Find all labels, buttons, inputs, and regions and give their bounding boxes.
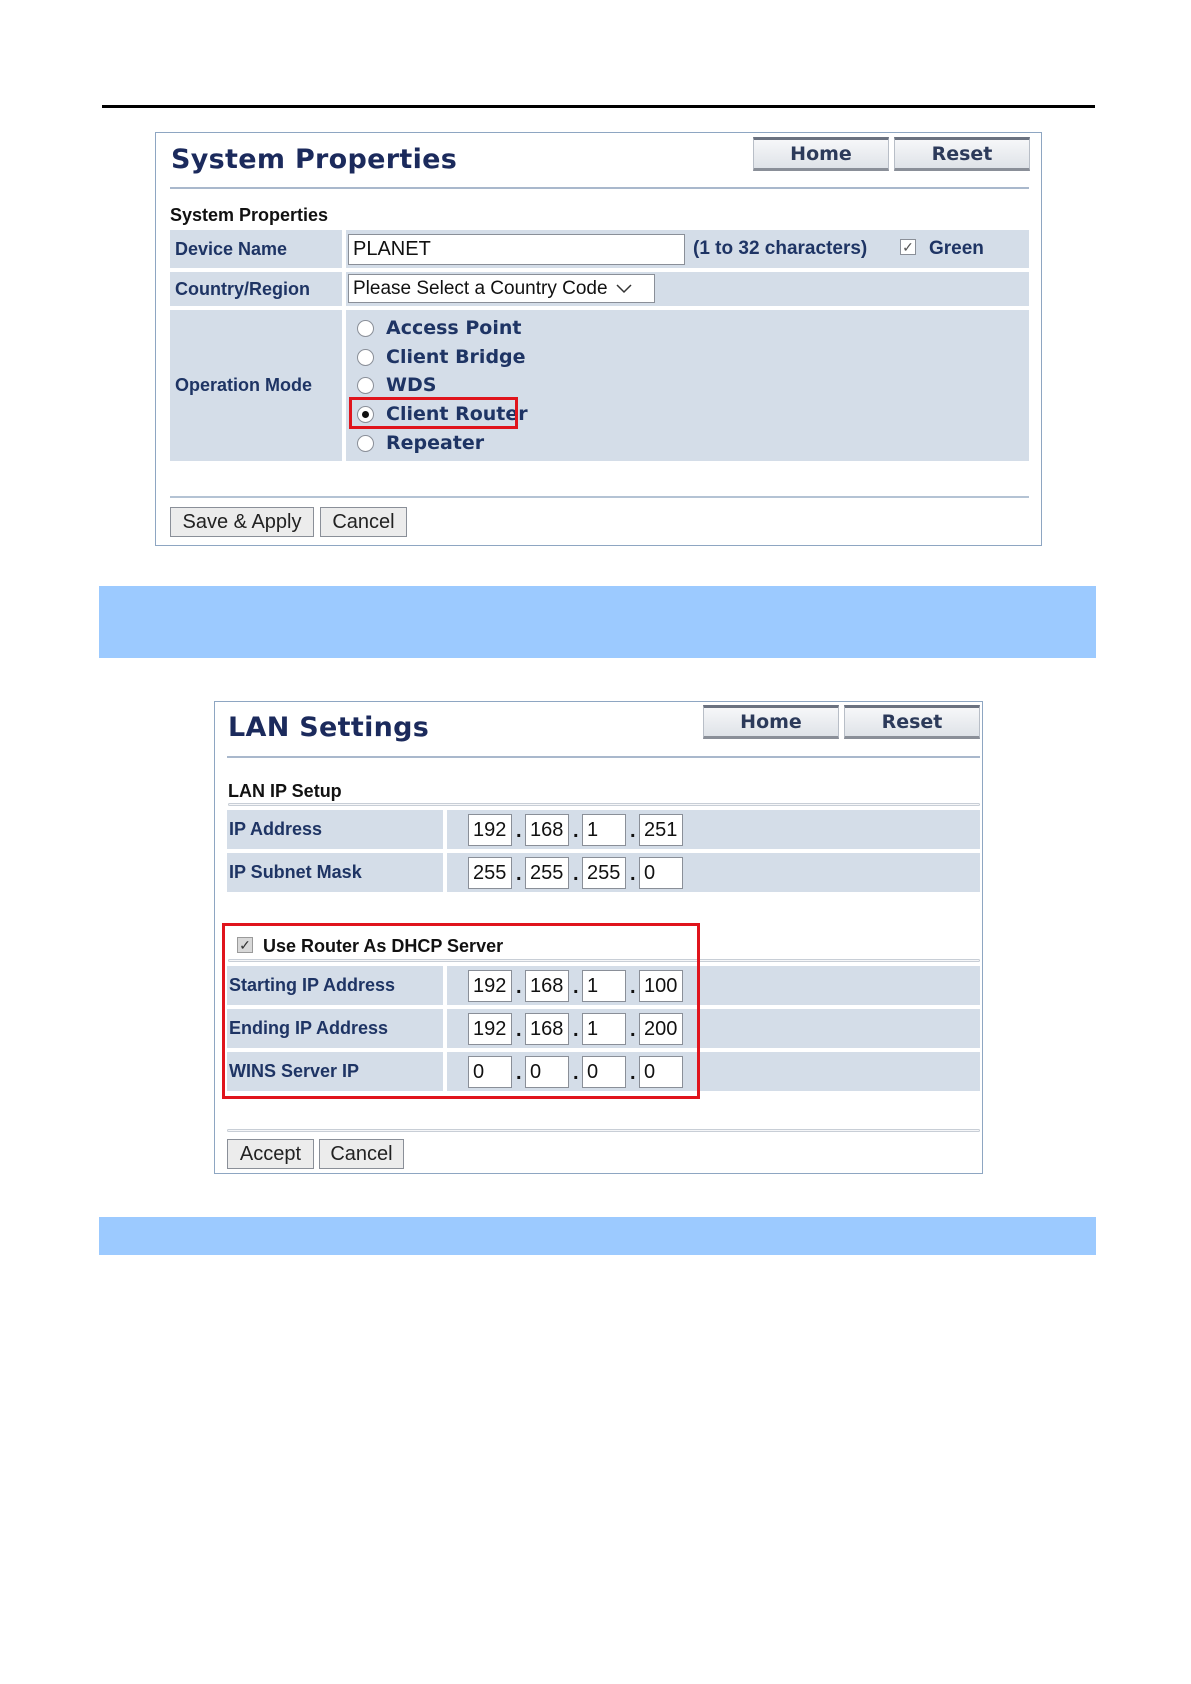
mask-octet-1[interactable]: 255: [468, 857, 512, 889]
wins-octet-2[interactable]: 0: [525, 1056, 569, 1088]
device-name-input[interactable]: PLANET: [348, 234, 685, 265]
save-apply-button[interactable]: Save & Apply: [170, 507, 314, 537]
end-ip-octet-2[interactable]: 168: [525, 1013, 569, 1045]
subnet-mask-label: IP Subnet Mask: [227, 853, 443, 892]
ip-octet-4[interactable]: 251: [639, 814, 683, 846]
checkbox-icon[interactable]: ✓: [900, 239, 916, 255]
home-button[interactable]: Home: [753, 137, 889, 171]
radio-icon: [357, 349, 374, 366]
octet-separator: .: [630, 1019, 636, 1041]
radio-access-point[interactable]: [357, 317, 521, 339]
radio-wds[interactable]: [357, 374, 436, 396]
reset-button[interactable]: Reset: [844, 705, 980, 739]
octet-separator: .: [630, 820, 636, 842]
reset-button[interactable]: Reset: [894, 137, 1030, 171]
system-properties-panel: [155, 132, 1042, 546]
page-title: LAN Settings: [228, 712, 430, 743]
octet-separator: .: [573, 820, 579, 842]
octet-separator: .: [573, 976, 579, 998]
country-select-value: Please Select a Country Code: [353, 277, 608, 299]
info-band-1: [99, 586, 1096, 658]
radio-icon: [357, 377, 374, 394]
octet-separator: .: [573, 1019, 579, 1041]
device-name-label: Device Name: [170, 230, 342, 268]
octet-separator: .: [516, 820, 522, 842]
octet-separator: .: [630, 1062, 636, 1084]
radio-icon: [357, 435, 374, 452]
end-ip-octet-1[interactable]: 192: [468, 1013, 512, 1045]
operation-mode-label: Operation Mode: [170, 310, 342, 461]
radio-label: Client Bridge: [386, 346, 526, 368]
info-band-2: [99, 1217, 1096, 1255]
end-ip-octet-3[interactable]: 1: [582, 1013, 626, 1045]
radio-label: Repeater: [386, 432, 485, 454]
cancel-button[interactable]: Cancel: [319, 1139, 404, 1169]
client-router-highlight: [349, 397, 518, 429]
start-ip-octet-3[interactable]: 1: [582, 970, 626, 1002]
dhcp-highlight: [222, 923, 700, 1099]
section-label: LAN IP Setup: [228, 781, 342, 801]
device-name-hint: (1 to 32 characters): [693, 238, 868, 259]
end-ip-octet-4[interactable]: 200: [639, 1013, 683, 1045]
lan-settings-panel: [214, 701, 983, 1174]
title-divider: [170, 187, 1029, 189]
octet-separator: .: [516, 1062, 522, 1084]
octet-separator: .: [516, 976, 522, 998]
country-select[interactable]: [348, 274, 655, 303]
mask-octet-4[interactable]: 0: [639, 857, 683, 889]
radio-label: Access Point: [386, 317, 522, 339]
wins-ip-label: WINS Server IP: [227, 1052, 443, 1091]
octet-separator: .: [516, 1019, 522, 1041]
green-label: Green: [929, 238, 984, 259]
end-ip-label: Ending IP Address: [227, 1009, 443, 1048]
radio-repeater[interactable]: [357, 432, 484, 454]
chevron-down-icon: [616, 284, 632, 294]
page-title: System Properties: [171, 144, 458, 175]
ip-octet-2[interactable]: 168: [525, 814, 569, 846]
start-ip-octet-4[interactable]: 100: [639, 970, 683, 1002]
section-divider: [228, 803, 980, 806]
wins-octet-4[interactable]: 0: [639, 1056, 683, 1088]
octet-separator: .: [630, 863, 636, 885]
radio-label: WDS: [386, 374, 437, 396]
start-ip-octet-1[interactable]: 192: [468, 970, 512, 1002]
octet-separator: .: [573, 1062, 579, 1084]
mask-octet-2[interactable]: 255: [525, 857, 569, 889]
octet-separator: .: [630, 976, 636, 998]
country-label: Country/Region: [170, 272, 342, 306]
ip-octet-1[interactable]: 192: [468, 814, 512, 846]
checkbox-icon[interactable]: ✓: [237, 937, 253, 953]
cancel-button[interactable]: Cancel: [320, 507, 407, 537]
start-ip-octet-2[interactable]: 168: [525, 970, 569, 1002]
wins-octet-1[interactable]: 0: [468, 1056, 512, 1088]
radio-label: Client Router: [386, 403, 528, 425]
dhcp-label: Use Router As DHCP Server: [263, 936, 504, 956]
footer-divider: [227, 1129, 980, 1132]
radio-icon: [357, 320, 374, 337]
page-top-rule: [102, 105, 1095, 108]
mask-octet-3[interactable]: 255: [582, 857, 626, 889]
octet-separator: .: [573, 863, 579, 885]
title-divider: [227, 756, 980, 758]
footer-divider: [170, 496, 1029, 498]
accept-button[interactable]: Accept: [227, 1139, 314, 1169]
start-ip-label: Starting IP Address: [227, 966, 443, 1005]
wins-octet-3[interactable]: 0: [582, 1056, 626, 1088]
ip-octet-3[interactable]: 1: [582, 814, 626, 846]
section-label: System Properties: [170, 205, 329, 225]
radio-client-bridge[interactable]: [357, 346, 526, 368]
ip-address-label: IP Address: [227, 810, 443, 849]
octet-separator: .: [516, 863, 522, 885]
home-button[interactable]: Home: [703, 705, 839, 739]
